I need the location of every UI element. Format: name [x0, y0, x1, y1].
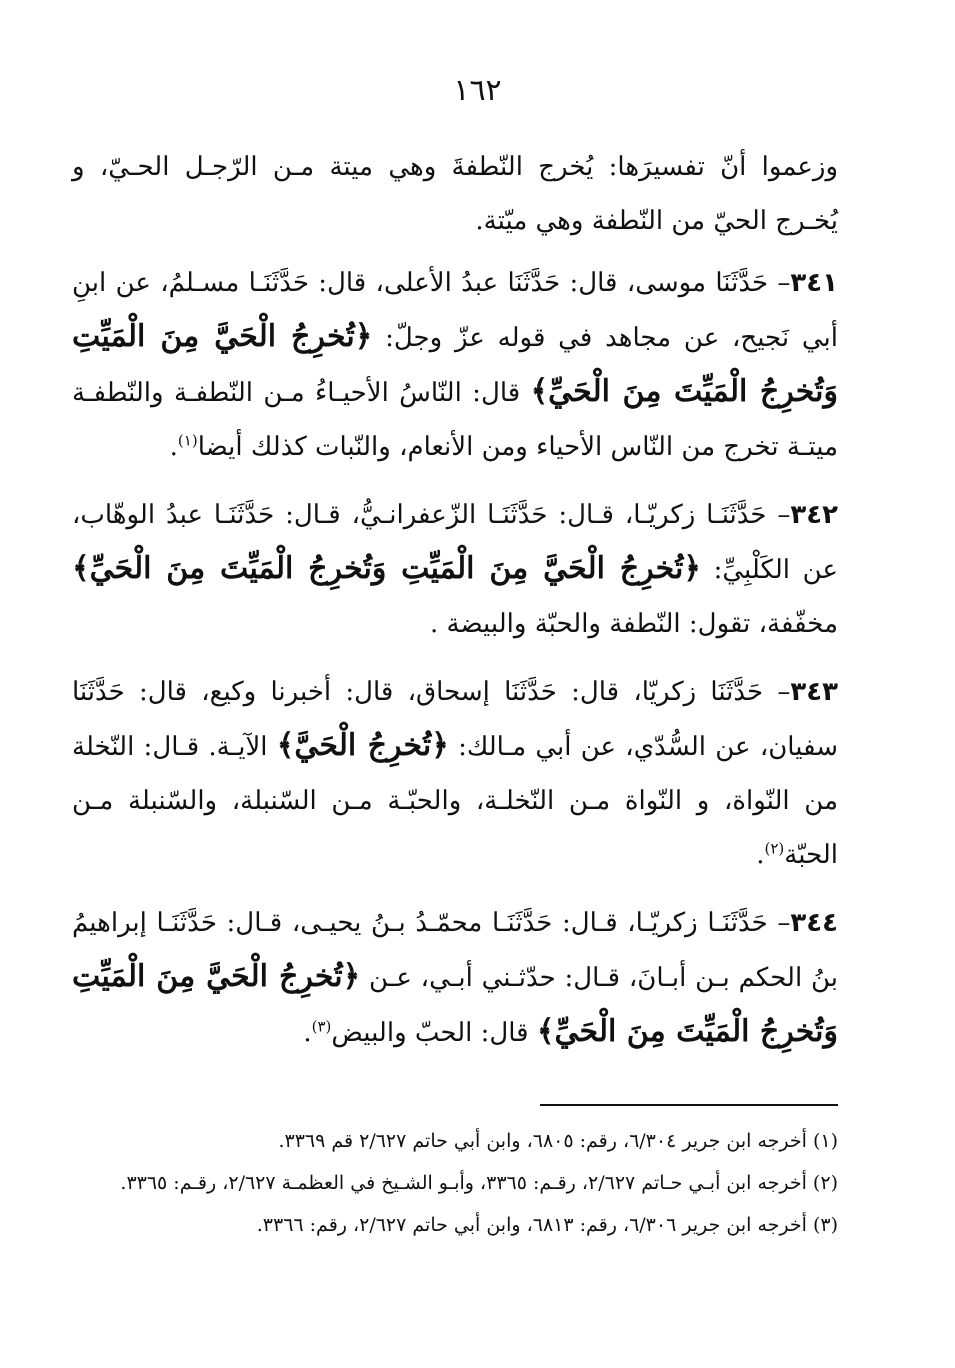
- footnote-ref[interactable]: (٢): [764, 839, 785, 858]
- paragraph-end: .: [303, 1018, 312, 1048]
- footnote-ref[interactable]: (٣): [311, 1017, 332, 1036]
- paragraph-342: [72, 488, 838, 651]
- quran-verse: ﴿تُخرِجُ الْحَيَّ﴾: [276, 728, 449, 763]
- paragraph-341: [72, 256, 838, 474]
- paragraph-text: الآيـة. قـال: النّخلة من النّواة، و النّواة مـن النّخلـة، والحبّـة مـن السّنبلة، والسّنبلة مـن الحبّة: [72, 732, 838, 870]
- hadith-number: ٣٤٣: [790, 677, 838, 707]
- paragraph-end: .: [169, 432, 178, 462]
- body-text: [72, 140, 838, 1074]
- quran-verse: ﴿تُخرِجُ الْحَيَّ مِنَ الْمَيِّتِ وَتُخرِجُ الْمَيِّتَ مِنَ الْحَيِّ﴾: [72, 319, 838, 409]
- hadith-number: ٣٤١: [790, 268, 838, 298]
- paragraph-text: مخفّفة، تقول: النّطفة والحبّة والبيضة .: [430, 609, 838, 639]
- footnote-3: (٣) أخرجه ابن جرير ٦/٣٠٦، رقم: ٦٨١٣، وابن أبي حاتم ٢/٦٢٧، رقم: ٣٣٦٦.: [256, 1214, 838, 1236]
- paragraph-text: – حَدَّثَنَا موسى، قال: حَدَّثَنَا عبدُ الأعلى، قال: حَدَّثَنَـا مسـلمُ، عن ابنِ أبي نَجيح، عن مجاهد في قوله عزّ وجلّ:: [72, 268, 838, 353]
- paragraph-text: – حَدَّثَنَـا زكريّـا، قـال: حَدَّثَنَـا محمّـدُ بـنُ يحيـى، قـال: حَدَّثَنَـا إبراهيمُ بنُ الحكم بـن أبـانَ، قـال: حدّثـني أبـي، عـن: [72, 908, 838, 993]
- footnote-separator: [540, 1104, 838, 1106]
- paragraph-end: .: [756, 840, 765, 870]
- footnote-ref[interactable]: (١): [177, 431, 198, 450]
- hadith-number: ٣٤٤: [790, 908, 839, 938]
- quran-verse: ﴿تُخرِجُ الْحَيَّ مِنَ الْمَيِّتِ وَتُخرِجُ الْمَيِّتَ مِنَ الْحَيِّ﴾: [72, 551, 701, 586]
- footnote-2: (٢) أخرجه ابن أبـي حـاتم ٢/٦٢٧، رقـم: ٣٣٦٥، وأبـو الشـيخ في العظمـة ٢/٦٢٧، رقـم: ٣٣٦٥.: [120, 1172, 838, 1194]
- paragraph-text: – حَدَّثَنَا زكريّا، قال: حَدَّثَنَا إسحاق، قال: أخبرنا وكيع، قال: حَدَّثَنَا سفيان، عن السُّدّي، عن أبي مـالك:: [72, 677, 839, 762]
- paragraph-343: [72, 665, 838, 882]
- paragraph-344: [72, 896, 838, 1060]
- paragraph-text: – حَدَّثَنَـا زكريّـا، قـال: حَدَّثَنَـا الزّعفرانـيُّ، قـال: حَدَّثَنَـا عبدُ الوهّاب، عن الكَلْبِيِّ:: [72, 500, 838, 585]
- footnote-1: (١) أخرجه ابن جرير ٦/٣٠٤، رقم: ٦٨٠٥، وابن أبي حاتم ٢/٦٢٧ قم ٣٣٦٩.: [278, 1130, 838, 1152]
- quran-verse: ﴿تُخرِجُ الْحَيَّ مِنَ الْمَيِّتِ وَتُخرِجُ الْمَيِّتَ مِنَ الْحَيِّ﴾: [72, 959, 838, 1049]
- paragraph-intro: وزعموا أنّ تفسيرَها: يُخرج النّطفةَ وهي ميتة مـن الرّجـل الحـيّ، و يُخـرج الحيّ من النّطفة وهي ميّتة.: [72, 152, 838, 236]
- footnotes: [72, 1122, 838, 1248]
- paragraph-text: قال: النّاسُ الأحيـاءُ مـن النّطفـة والنّطفـة ميتـة تخرج من النّاس الأحياء ومن الأنعام، والنّبات كذلك أيضا: [72, 378, 838, 462]
- page-number: ١٦٢: [453, 73, 502, 108]
- paragraph-text: قال: الحبّ والبيض: [331, 1018, 537, 1048]
- hadith-number: ٣٤٢: [790, 500, 838, 530]
